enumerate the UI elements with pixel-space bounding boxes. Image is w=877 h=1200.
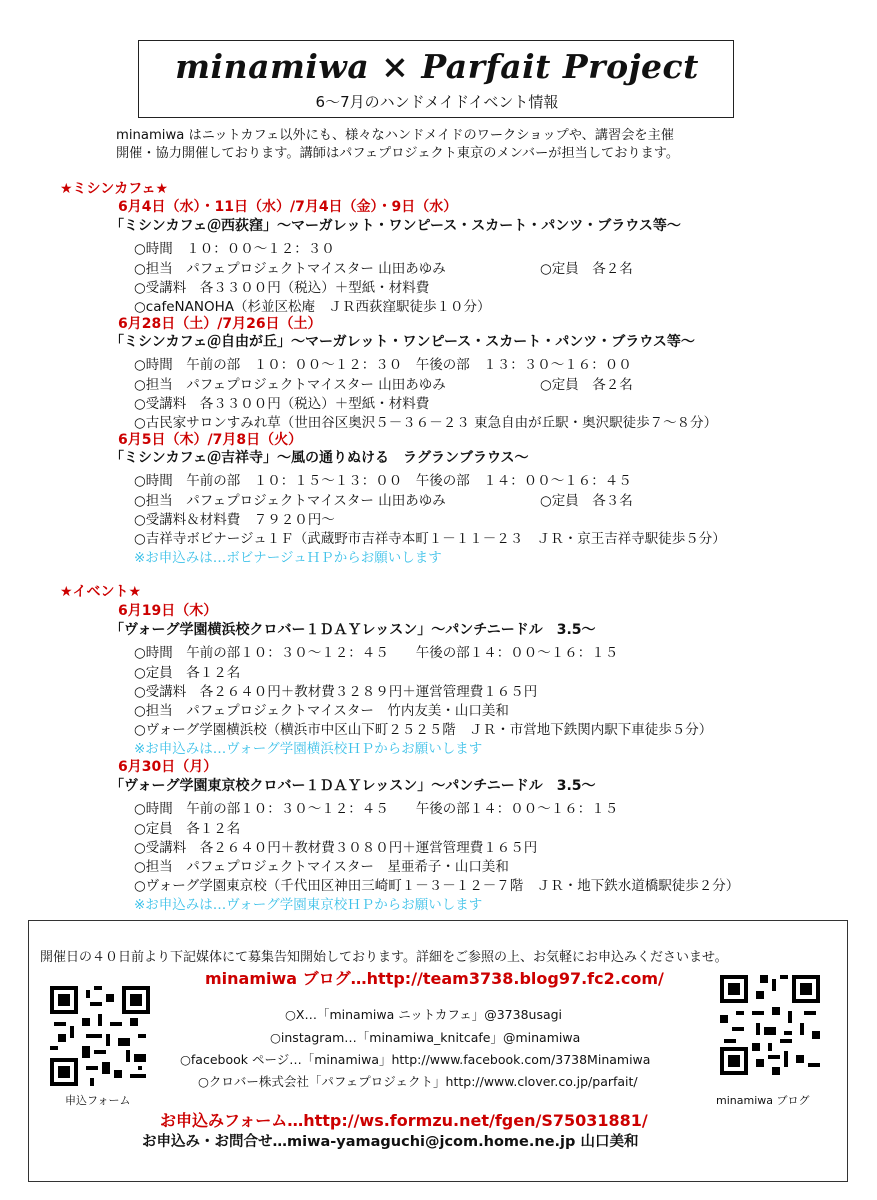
event-1-note: ※お申込みは…ヴォーグ学園横浜校ＨＰからお願いします (134, 741, 483, 757)
footer-facebook: ○facebook ページ…「minamiwa」http://www.facebook.com/3738Minamiwa (180, 1052, 651, 1067)
event-2-staff: ○担当 パフェプロジェクトマイスター 星亜希子・山口美和 (134, 859, 509, 875)
sewing-heading: ★ミシンカフェ★ (60, 181, 169, 197)
event-2-note: ※お申込みは…ヴォーグ学園東京校ＨＰからお願いします (134, 897, 483, 913)
sewing-1-capacity: ○定員 各２名 (540, 261, 633, 277)
event-1-time: ○時間 午前の部１０：３０～１２：４５ 午後の部１４：００～１６：１５ (134, 645, 619, 661)
event-1-capacity: ○定員 各１２名 (134, 665, 241, 681)
header-box (138, 40, 734, 118)
event-2-time: ○時間 午前の部１０：３０～１２：４５ 午後の部１４：００～１６：１５ (134, 801, 619, 817)
sewing-2-date: 6月28日（土）/7月26日（土） (118, 316, 322, 332)
sewing-1-title: 「ミシンカフェ＠西荻窪」～マーガレット・ワンピース・スカート・パンツ・ブラウス等～ (110, 218, 681, 234)
event-2-title: 「ヴォーグ学園東京校クロバー１ＤＡＹレッスン」～パンチニードル 3.5～ (110, 778, 596, 794)
footer-x: ○X…「minamiwa ニットカフェ」@3738usagi (285, 1007, 563, 1022)
intro-line-2: 開催・協力開催しております。講師はパフェプロジェクト東京のメンバーが担当しております。 (116, 146, 680, 161)
sewing-3-staff: ○担当 パフェプロジェクトマイスター 山田あゆみ (134, 493, 446, 509)
qr-form-label: 申込フォーム (65, 1094, 131, 1107)
sewing-3-fee: ○受講料＆材料費 ７９２０円～ (134, 512, 335, 528)
qr-blog-label: minamiwa ブログ (716, 1094, 810, 1107)
event-1-staff: ○担当 パフェプロジェクトマイスター 竹内友美・山口美和 (134, 703, 509, 719)
qr-code-blog-icon[interactable] (720, 975, 820, 1075)
page-title: minamiwa × Parfait Project (175, 47, 699, 86)
sewing-3-note: ※お申込みは…ボビナージュＨＰからお願いします (134, 550, 442, 566)
sewing-2-fee: ○受講料 各３３００円（税込）＋型紙・材料費 (134, 396, 430, 412)
footer-lead: 開催日の４０日前より下記媒体にて募集告知開始しております。詳細をご参照の上、お気軽にお申込みくださいませ。 (40, 950, 728, 965)
qr-code-form-icon[interactable] (50, 986, 150, 1086)
event-1-date: 6月19日（木） (118, 603, 218, 619)
sewing-1-venue: ○cafeNANOHA（杉並区松庵 ＪＲ西荻窪駅徒歩１０分） (134, 299, 491, 315)
event-1-title: 「ヴォーグ学園横浜校クロバー１ＤＡＹレッスン」～パンチニードル 3.5～ (110, 622, 596, 638)
sewing-3-date: 6月5日（木）/7月8日（火） (118, 432, 303, 448)
sewing-2-time: ○時間 午前の部 １０：００～１２：３０ 午後の部 １３：３０～１６：００ (134, 357, 632, 373)
sewing-3-time: ○時間 午前の部 １０：１５～１３：００ 午後の部 １４：００～１６：４５ (134, 473, 632, 489)
footer-form-link[interactable]: お申込みフォーム…http://ws.formzu.net/fgen/S75031881/ (160, 1111, 648, 1130)
sewing-1-date: 6月4日（水）・11日（水）/7月4日（金）・9日（水） (118, 199, 458, 215)
events-heading: ★イベント★ (60, 584, 142, 600)
event-1-venue: ○ヴォーグ学園横浜校（横浜市中区山下町２５２５階 ＪＲ・市営地下鉄関内駅下車徒歩５分） (134, 722, 713, 738)
event-1-fee: ○受講料 各２６４０円＋教材費３２８９円＋運営管理費１６５円 (134, 684, 538, 700)
sewing-2-capacity: ○定員 各２名 (540, 377, 633, 393)
sewing-2-venue: ○古民家サロンすみれ草（世田谷区奥沢５－３６－２３ 東急自由が丘駅・奥沢駅徒歩７～８分） (134, 415, 718, 431)
sewing-1-staff: ○担当 パフェプロジェクトマイスター 山田あゆみ (134, 261, 446, 277)
footer-clover: ○クロバー株式会社「パフェプロジェクト」http://www.clover.co.jp/parfait/ (198, 1074, 638, 1089)
sewing-3-venue: ○吉祥寺ボビナージュ１Ｆ（武蔵野市吉祥寺本町１－１１－２３ ＪＲ・京王吉祥寺駅徒歩５分） (134, 531, 726, 547)
footer-instagram: ○instagram…「minamiwa_knitcafe」@minamiwa (270, 1030, 581, 1045)
page-subtitle: 6～7月のハンドメイドイベント情報 (315, 93, 559, 111)
event-2-fee: ○受講料 各２６４０円＋教材費３０８０円＋運営管理費１６５円 (134, 840, 538, 856)
sewing-3-title: 「ミシンカフェ＠吉祥寺」～風の通りぬける ラグランブラウス～ (110, 450, 529, 466)
sewing-2-staff: ○担当 パフェプロジェクトマイスター 山田あゆみ (134, 377, 446, 393)
footer-contact: お申込み・お問合せ…miwa-yamaguchi@jcom.home.ne.jp 山口美和 (142, 1134, 639, 1150)
event-2-date: 6月30日（月） (118, 759, 218, 775)
footer-blog-link[interactable]: minamiwa ブログ…http://team3738.blog97.fc2.com/ (205, 969, 664, 988)
event-2-venue: ○ヴォーグ学園東京校（千代田区神田三崎町１－３－１２－７階 ＪＲ・地下鉄水道橋駅徒歩２分） (134, 878, 740, 894)
sewing-3-capacity: ○定員 各３名 (540, 493, 633, 509)
sewing-1-time: ○時間 １０：００～１２：３０ (134, 241, 335, 257)
sewing-2-title: 「ミシンカフェ＠自由が丘」～マーガレット・ワンピース・スカート・パンツ・ブラウス等～ (110, 334, 695, 350)
intro-line-1: minamiwa はニットカフェ以外にも、様々なハンドメイドのワークショップや、講習会を主催 (116, 128, 674, 143)
sewing-1-fee: ○受講料 各３３００円（税込）＋型紙・材料費 (134, 280, 430, 296)
event-2-capacity: ○定員 各１２名 (134, 821, 241, 837)
